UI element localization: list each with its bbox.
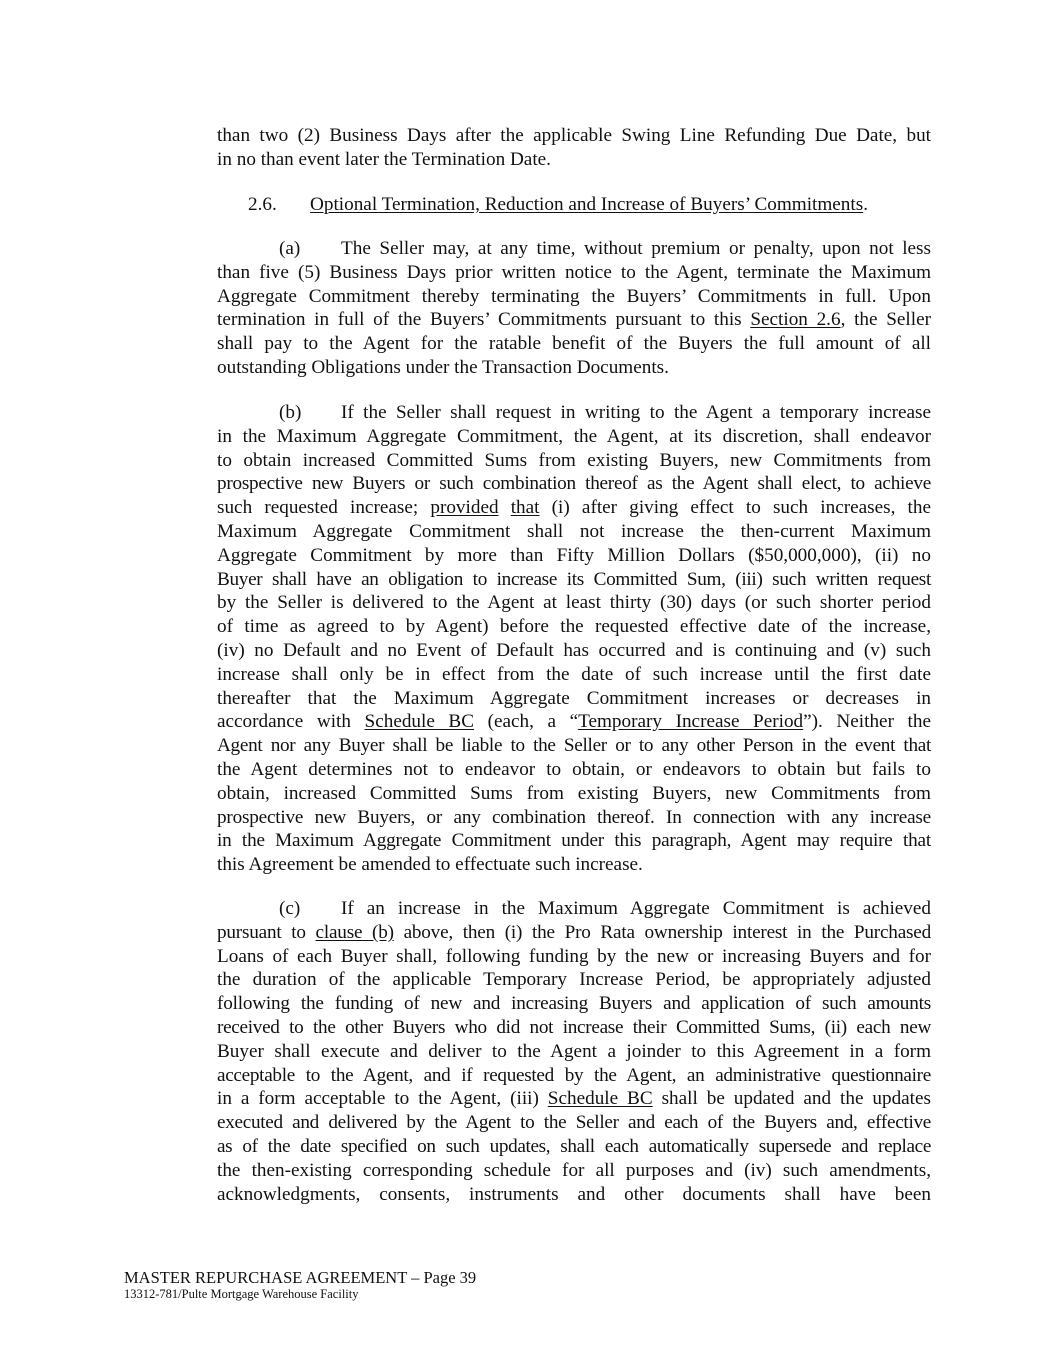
schedule-bc-reference: Schedule BC [547, 1088, 653, 1110]
text-line: in the Maximum Aggregate Commitment, the Agent, at its discretion, shall endeavor [217, 425, 931, 447]
text-line: outstanding Obligations under the Transaction Documents. [217, 356, 669, 378]
text-line: increase shall only be in effect from the date of such increase until the first date [217, 663, 931, 685]
text-line: Buyer shall execute and deliver to the Agent a joinder to this Agreement in a form [217, 1040, 931, 1062]
text-line: of time as agreed to by Agent) before the requested effective date of the increase, [217, 616, 931, 638]
text-line: executed and delivered by the Agent to the Seller and each of the Buyers and, effective [217, 1112, 931, 1134]
text-line: (a) The Seller may, at any time, without premium or penalty, upon not less [279, 238, 931, 259]
text-line: Buyer shall have an obligation to increase its Committed Sum, (iii) such written request [217, 568, 931, 590]
text-line: Agent nor any Buyer shall be liable to the Seller or to any other Person in the event that [217, 735, 931, 757]
text-line: acceptable to the Agent, and if requested by the Agent, an administrative questionnaire [217, 1064, 931, 1086]
text-line: prospective new Buyers or such combination thereof as the Agent shall elect, to achieve [217, 473, 931, 495]
paragraph-b [217, 401, 931, 877]
section-title-period: . [863, 194, 868, 215]
text-line: in the Maximum Aggregate Commitment under this paragraph, Agent may require that [217, 830, 931, 852]
schedule-bc-reference: Schedule BC [364, 711, 475, 733]
text-line: shall pay to the Agent for the ratable benefit of the Buyers the full amount of all [217, 333, 931, 355]
paragraph-c [217, 897, 931, 1206]
text-line: obtain, increased Committed Sums from existing Buyers, new Commitments from [217, 782, 931, 804]
text-line: Aggregate Commitment by more than Fifty Million Dollars ($50,000,000), (ii) no [217, 544, 931, 566]
text-line: Maximum Aggregate Commitment shall not increase the then-current Maximum [217, 520, 931, 542]
paragraph-label: (b) [279, 402, 302, 423]
text-line: following the funding of new and increasing Buyers and application of such amounts [217, 993, 931, 1015]
text-line: accordance with Schedule BC (each, a “Temporary Increase Period”). Neither the [217, 711, 931, 733]
text-line: in no than event later the Termination Date. [217, 148, 551, 170]
text-line: (iv) no Default and no Event of Default has occurred and is continuing and (v) such [217, 639, 931, 661]
clause-b-reference: clause (b) [315, 921, 394, 943]
text-line: in a form acceptable to the Agent, (iii) Schedule BC shall be updated and the updates [217, 1088, 932, 1110]
text-line: by the Seller is delivered to the Agent at least thirty (30) days (or such shorter period [217, 592, 931, 614]
text-line: (c) If an increase in the Maximum Aggregate Commitment is achieved [279, 898, 931, 919]
paragraph-a [217, 237, 931, 380]
text-line: Loans of each Buyer shall, following funding by the new or increasing Buyers and for [217, 945, 931, 967]
section-title: Optional Termination, Reduction and Increase of Buyers’ Commitments [310, 194, 864, 215]
section-number: 2.6. [248, 194, 277, 215]
text-line: such requested increase; provided that (i) after giving effect to such increases, the [217, 497, 931, 519]
temporary-increase-period-term: Temporary Increase Period [578, 711, 804, 733]
text-line: Aggregate Commitment thereby terminating the Buyers’ Commitments in full. Upon [217, 285, 931, 307]
intro-paragraph [217, 124, 931, 172]
provided-term: provided [430, 497, 499, 519]
that-term: that [510, 497, 540, 519]
text-line: than two (2) Business Days after the applicable Swing Line Refunding Due Date, but [217, 125, 931, 146]
text-line: (b) If the Seller shall request in writing to the Agent a temporary increase [279, 402, 931, 423]
footer-title: MASTER REPURCHASE AGREEMENT – Page 39 [124, 1268, 477, 1287]
page-footer [124, 1268, 476, 1301]
text-line: pursuant to clause (b) above, then (i) the Pro Rata ownership interest in the Purchased [217, 921, 931, 943]
footer-subtitle: 13312-781/Pulte Mortgage Warehouse Facility [124, 1287, 359, 1301]
paragraph-label: (c) [279, 898, 301, 919]
text-line: acknowledgments, consents, instruments and other documents shall have been [217, 1183, 931, 1205]
text-line: than five (5) Business Days prior written notice to the Agent, terminate the Maximum [217, 261, 931, 283]
section-reference-link: Section 2.6 [750, 309, 841, 331]
text-line: the then-existing corresponding schedule for all purposes and (iv) such amendments, [217, 1159, 931, 1181]
paragraph-label: (a) [279, 238, 301, 259]
text-line: the duration of the applicable Temporary Increase Period, be appropriately adjusted [217, 969, 931, 991]
text-line: this Agreement be amended to effectuate such increase. [217, 854, 643, 876]
text-line: prospective new Buyers, or any combination thereof. In connection with any increase [217, 806, 931, 828]
section-heading [248, 193, 868, 217]
text-line: to obtain increased Committed Sums from existing Buyers, new Commitments from [217, 449, 931, 471]
text-line: termination in full of the Buyers’ Commitments pursuant to this Section 2.6, the Seller [217, 309, 931, 331]
text-line: the Agent determines not to endeavor to obtain, or endeavors to obtain but fails to [217, 758, 931, 780]
text-line: received to the other Buyers who did not increase their Committed Sums, (ii) each new [217, 1016, 931, 1038]
text-line: as of the date specified on such updates, shall each automatically supersede and replace [217, 1135, 931, 1157]
text-line: thereafter that the Maximum Aggregate Commitment increases or decreases in [217, 687, 931, 709]
